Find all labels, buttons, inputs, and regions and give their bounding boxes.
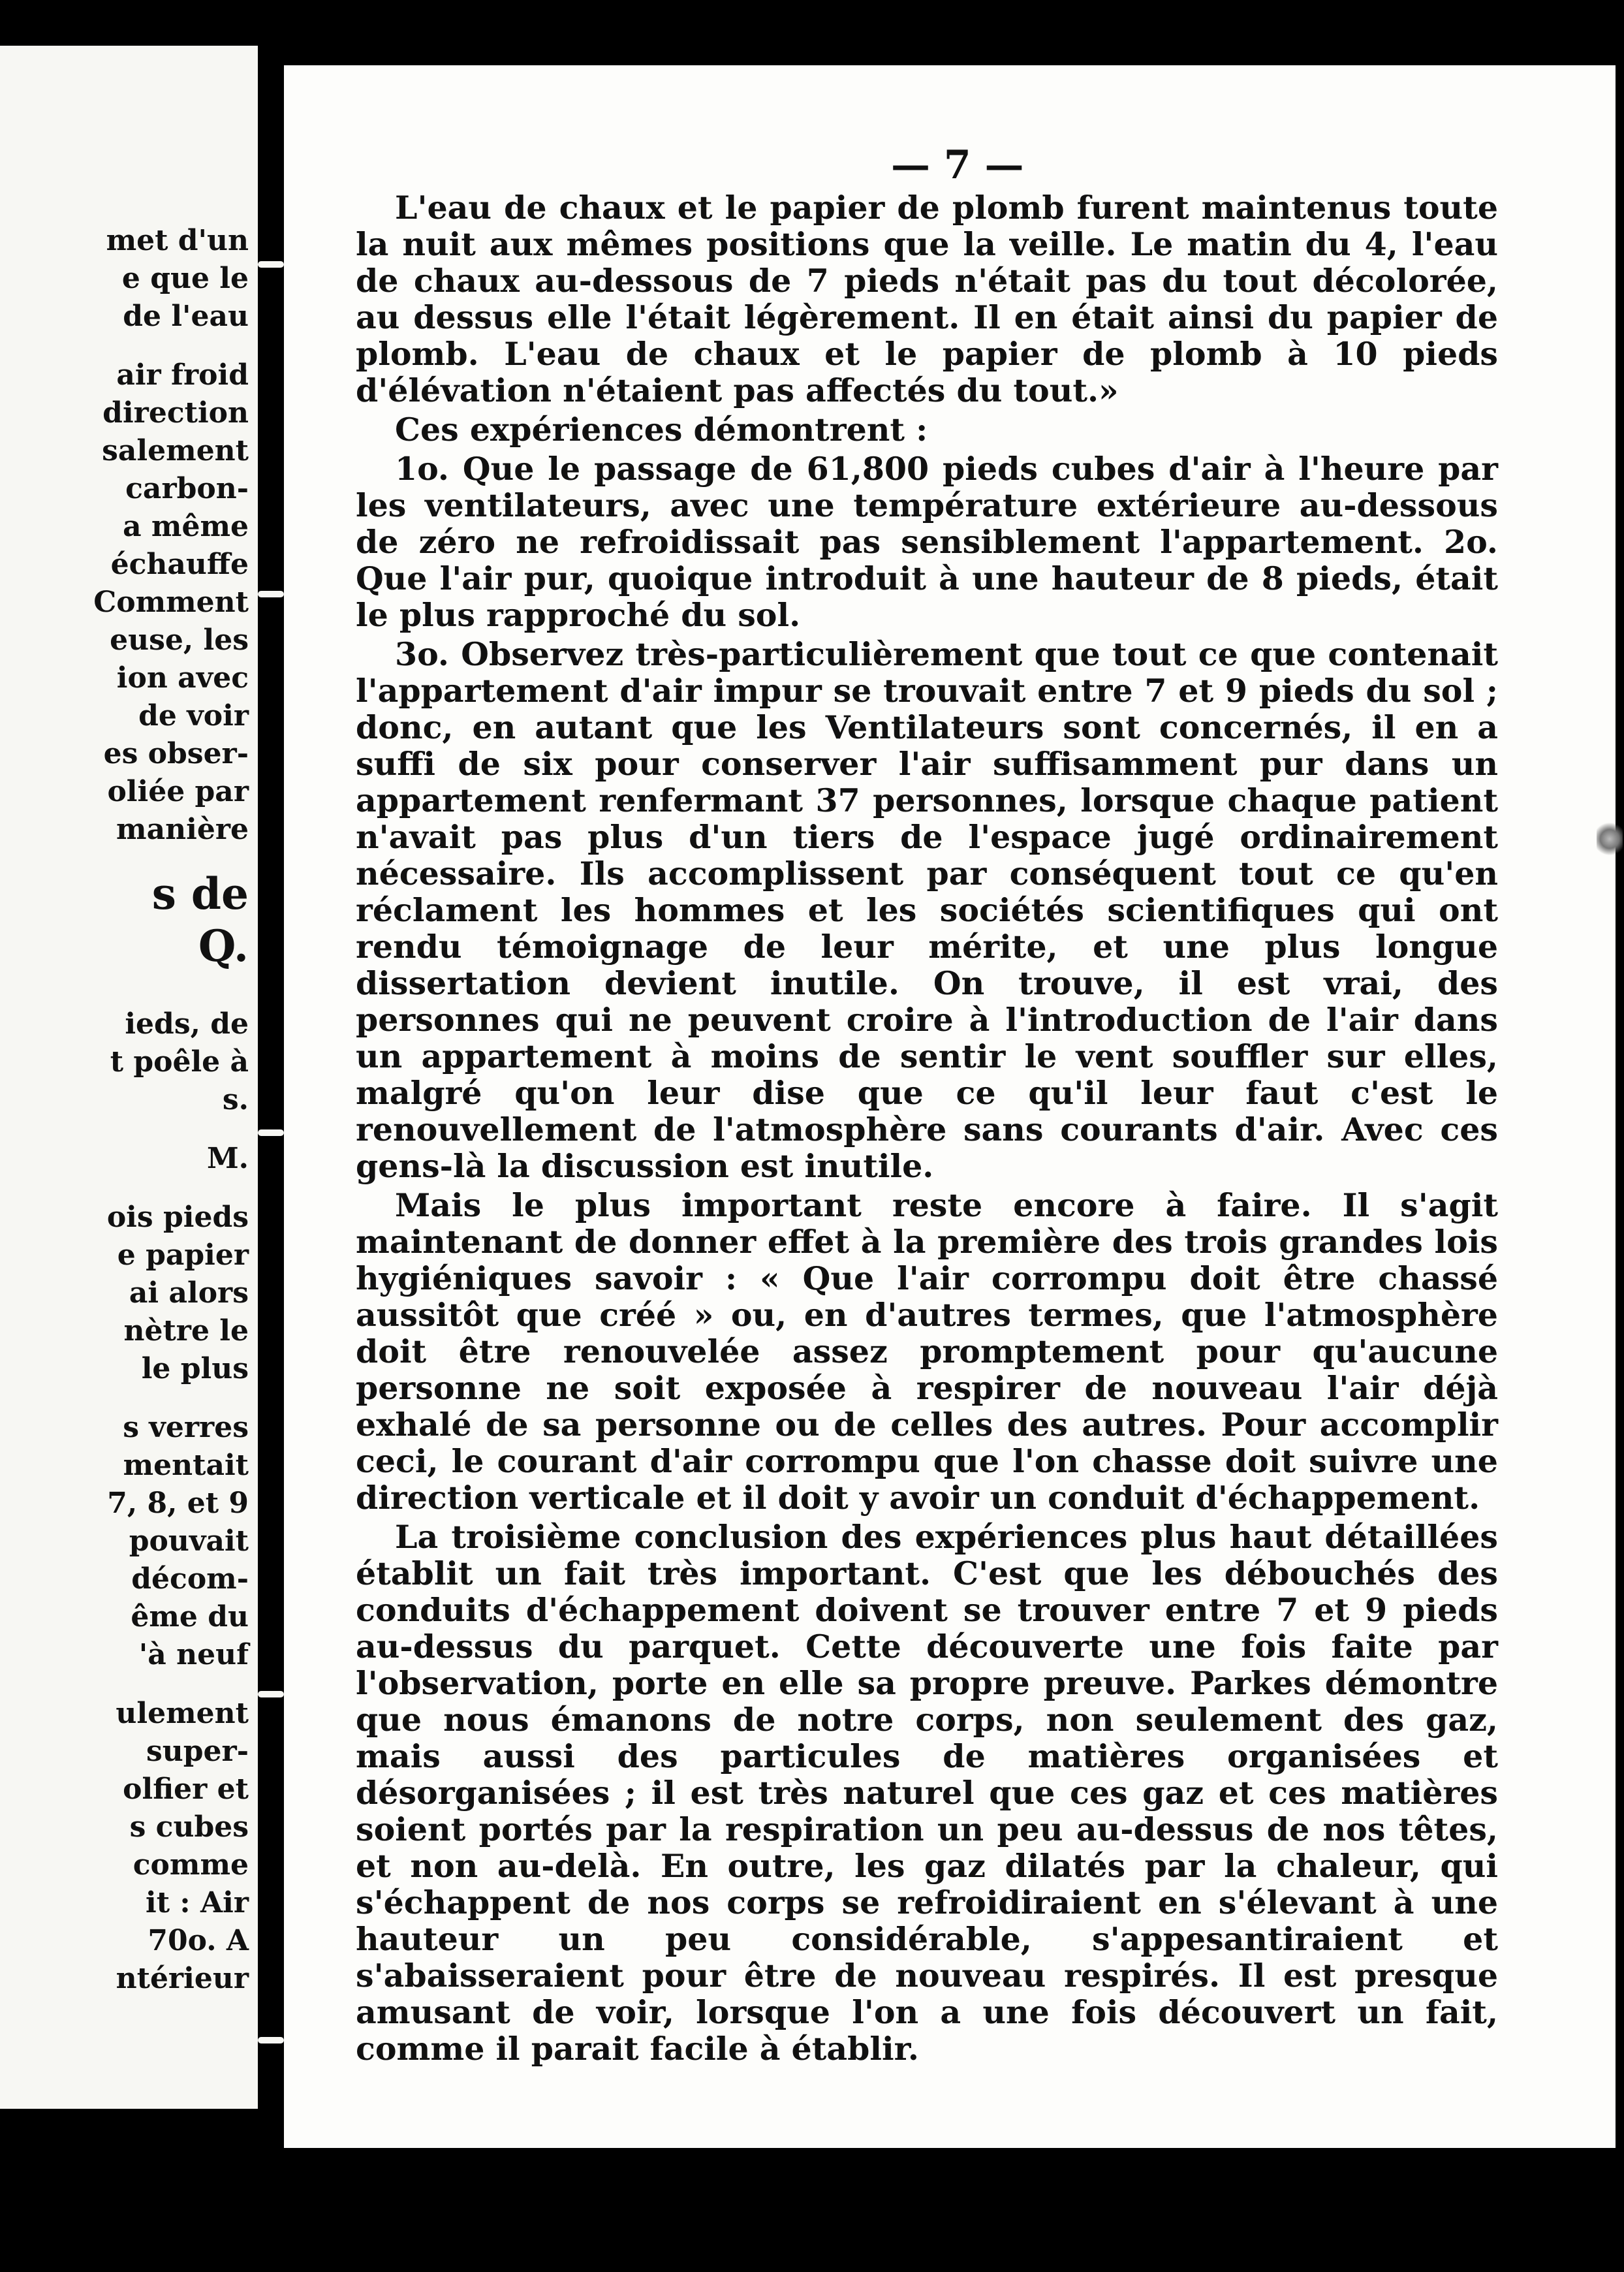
left-line: de l'eau — [123, 300, 249, 333]
left-line: échauffe — [110, 548, 249, 581]
left-line: euse, les — [110, 623, 249, 657]
left-line: carbon- — [125, 472, 249, 505]
paragraph: Mais le plus important reste encore à faire. Il s'agit maintenant de donner effet à la première des trois grandes lois hygiéniques savoir : « Que l'air corrompu doit être chassé aussitôt que créé » ou, en d'autres termes, que l'atmosphère doit être renouvelée assez promptement pour qu'aucune personne ne soit exposée à respirer de nouveau l'air déjà exhalé de sa personne ou de celles des autres. Pour accomplir ceci, le courant d'air corrompu que l'on chasse doit suivre une direction verticale et il doit y avoir un conduit d'échappement. — [356, 1186, 1498, 1517]
left-line: ois pieds — [106, 1201, 249, 1234]
left-line: pouvait — [129, 1524, 249, 1558]
left-line: 7, 8, et 9 — [107, 1487, 249, 1520]
left-line: t poêle à — [110, 1045, 249, 1079]
left-line: 'à neuf — [138, 1638, 249, 1671]
paragraph: L'eau de chaux et le papier de plomb furent maintenus toute la nuit aux mêmes positions que la veille. Le matin du 4, l'eau de chaux au-dessous de 7 pieds n'était pas du tout décolorée, au dessus elle l'était légèrement. Il en était ainsi du papier de plomb. L'eau de chaux et le papier de plomb à 10 pieds d'élévation n'étaient pas affectés du tout.» — [356, 189, 1498, 409]
page-body — [356, 189, 1498, 2070]
left-line: de voir — [138, 699, 249, 733]
left-heading: s de — [151, 868, 249, 919]
stitch-mark — [258, 1691, 284, 1697]
stitch-mark — [258, 591, 284, 597]
left-line: oliée par — [107, 775, 249, 808]
left-line: Comment — [93, 586, 249, 619]
left-line: comme — [133, 1848, 249, 1882]
left-line: es obser- — [103, 737, 249, 770]
left-line: M. — [206, 1142, 249, 1175]
left-page-fragment — [0, 46, 258, 2109]
left-line: super- — [146, 1735, 249, 1768]
left-line: nètre le — [123, 1314, 249, 1348]
book-gutter — [258, 46, 284, 2109]
left-line: ai alors — [129, 1276, 249, 1310]
left-line: it : Air — [146, 1886, 249, 1919]
left-line: mentait — [123, 1449, 249, 1482]
left-line: air froid — [116, 358, 249, 392]
left-page-lines — [93, 222, 249, 1998]
paper-stain — [1597, 819, 1623, 859]
paragraph: 3o. Observez très-particulièrement que tout ce que contenait l'appartement d'air impur se trouvait entre 7 et 9 pieds du sol ; donc, en autant que les Ventilateurs sont concernés, il en a suffi de six pour conserver l'air suffisamment pur dans un appartement renfermant 37 personnes, lorsque chaque patient n'avait pas plus d'un tiers de l'espace jugé ordinairement nécessaire. Ils accomplissent par conséquent tout ce qu'en réclament les hommes et les sociétés scientifiques qui ont rendu témoignage de leur mérite, et une plus longue dissertation devient inutile. On trouve, il est vrai, des personnes qui ne peuvent croire à l'introduction de l'air dans un appartement à moins de sentir le vent souffler sur elles, malgré qu'on leur dise que ce qu'il leur faut c'est le renouvellement de l'atmosphère sans courants d'air. Avec ces gens-là la discussion est inutile. — [356, 635, 1498, 1185]
left-line: décom- — [131, 1562, 249, 1596]
stitch-mark — [258, 261, 284, 268]
page-seven — [284, 65, 1616, 2148]
left-line: manière — [116, 813, 249, 846]
stitch-mark — [258, 2037, 284, 2043]
left-line: e que le — [121, 262, 249, 295]
left-line: ême du — [131, 1600, 249, 1633]
scan-border — [1616, 0, 1624, 2272]
left-line: ion avec — [116, 661, 249, 695]
left-line: s verres — [123, 1411, 249, 1444]
left-heading: Q. — [198, 921, 249, 971]
left-line: direction — [102, 396, 249, 430]
left-line: e papier — [117, 1239, 249, 1272]
left-line: salement — [102, 434, 249, 467]
left-line: olfier et — [123, 1773, 249, 1806]
left-line: ulement — [116, 1697, 249, 1730]
page-number: — 7 — — [891, 142, 1024, 188]
left-line: ieds, de — [125, 1007, 249, 1041]
left-line: s cubes — [129, 1810, 249, 1844]
left-line: le plus — [141, 1352, 249, 1385]
left-line: met d'un — [106, 224, 249, 257]
left-line: a même — [123, 510, 249, 543]
paragraph: 1o. Que le passage de 61,800 pieds cubes d'air à l'heure par les ventilateurs, avec une température extérieure au-dessous de zéro ne refroidissait pas sensiblement l'appartement. 2o. Que l'air pur, quoique introduit à une hauteur de 8 pieds, était le plus rapproché du sol. — [356, 450, 1498, 634]
paragraph: La troisième conclusion des expériences plus haut détaillées établit un fait très important. C'est que les débouchés des conduits d'échappement doivent se trouver entre 7 et 9 pieds au-dessus du parquet. Cette découverte une fois faite par l'observation, porte en elle sa propre preuve. Parkes démontre que nous émanons de notre corps, non seulement des gaz, mais aussi des particules de matières organisées et désorganisées ; il est très naturel que ces gaz et ces matières soient portés par la respiration un peu au-dessus de nos têtes, et non au-delà. En outre, les gaz dilatés par la chaleur, qui s'échappent de nos corps se refroidiraient en s'élevant à une hauteur un peu considérable, s'appesantiraient et s'abaisseraient pour être de nouveau respirés. Il est presque amusant de voir, lorsque l'on a une fois découvert un fait, comme il parait facile à établir. — [356, 1518, 1498, 2068]
stitch-mark — [258, 1129, 284, 1136]
left-line: ntérieur — [116, 1962, 249, 1995]
left-line: s. — [222, 1083, 249, 1116]
paragraph: Ces expériences démontrent : — [395, 411, 928, 449]
left-line: 70o. A — [148, 1924, 249, 1957]
